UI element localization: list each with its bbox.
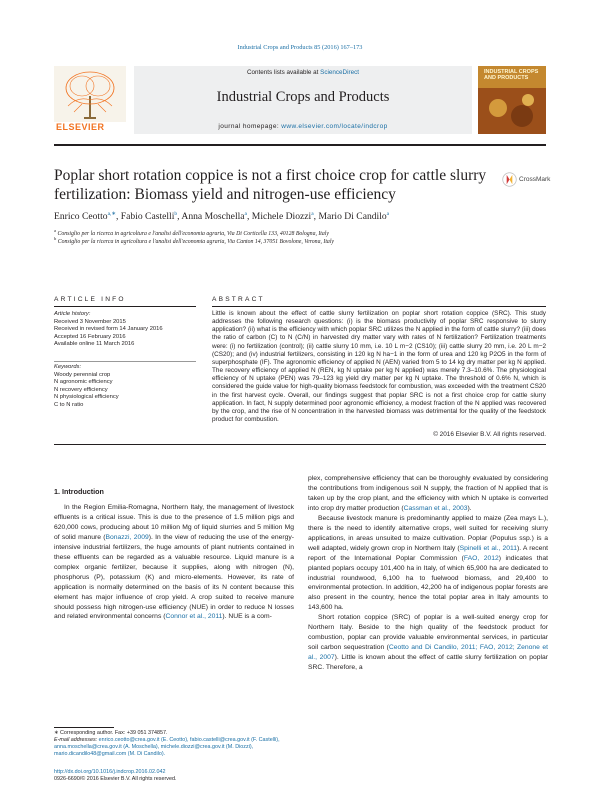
footnotes — [54, 730, 294, 758]
header-rule — [54, 144, 546, 146]
article-info-heading: ARTICLE INFO — [54, 296, 126, 303]
contents-line — [134, 69, 472, 76]
email-links[interactable]: enrico.ceotto@crea.gov.it (E. Ceotto), fabio.castelli@crea.gov.it (F. Castelli), anna.moschella@crea.gov.it (A. Moschella), michele.diozzi@crea.gov.it (M. Diozzi), mario.dicandilo48@gmail.com (M. Di Candilo). — [54, 737, 280, 758]
paragraph: Short rotation coppice (SRC) of poplar is a well-suited energy crop for Northern Italy. Beside to the high quality of the feedstock product for combustion, poplar can provide valuable environmental services, in particular soil carbon sequestration (Ceotto and Di Candilo, 2011; FAO, 2012; Zenone et al., 2007). Little is known about the effect of cattle slurry fertilization on poplar SRC. Therefore, a — [308, 614, 548, 672]
author[interactable]: Mario Di Candilo$^a$ — [318, 211, 390, 223]
contents-prefix: Contents lists available at — [246, 69, 319, 76]
elsevier-tree-logo — [54, 66, 126, 132]
crossmark-icon — [502, 172, 517, 187]
doi-block — [54, 769, 294, 783]
publisher-name: ELSEVIER — [56, 122, 105, 132]
author[interactable]: Enrico Ceotto$^{a,∗}$ — [54, 211, 116, 223]
citation-link[interactable]: Cassman et al., 2003 — [403, 504, 468, 512]
affiliation: $^b$ Consiglio per la ricerca in agricoltura e l'analisi dell'economia agraria, Via Canton 14, 37051 Bovolone, Verona, Italy — [54, 236, 335, 245]
citation-link[interactable]: Ceotto and Di Candilo, 2011; FAO, 2012; Zenone et al., 2007 — [308, 644, 548, 662]
paper-title: Poplar short rotation coppice is not a first choice crop for cattle slurry fertilization: Biomass yield and nitrogen-use efficiency — [54, 167, 487, 203]
crossmark-badge[interactable] — [502, 172, 551, 188]
body-column-right — [308, 474, 548, 673]
body-column-left — [54, 503, 294, 622]
cover-title: INDUSTRIAL CROPS AND PRODUCTS — [484, 69, 539, 81]
section-heading: 1. Introduction — [54, 487, 104, 496]
sciencedirect-link[interactable]: ScienceDirect — [320, 69, 359, 76]
keyword: N agronomic efficiency — [54, 379, 113, 386]
citation-link[interactable]: Spinelli et al., 2011 — [459, 544, 518, 552]
citation-link[interactable]: Connor et al., 2011 — [165, 613, 223, 621]
history-item: Accepted 16 February 2016 — [54, 333, 126, 340]
article-info-rule — [54, 306, 196, 307]
abstract-copyright: © 2016 Elsevier B.V. All rights reserved. — [433, 431, 546, 438]
abstract-bottom-rule — [54, 444, 546, 445]
journal-reference[interactable]: Industrial Crops and Products 85 (2016) 167–173 — [237, 44, 363, 51]
journal-banner — [134, 66, 472, 134]
author[interactable]: Anna Moschella$^a$ — [181, 211, 247, 223]
footnote-rule — [54, 727, 114, 728]
keyword: N recovery efficiency — [54, 386, 108, 393]
info-divider — [54, 361, 196, 362]
abstract-heading: ABSTRACT — [212, 296, 265, 303]
affiliation: $^a$ Consiglio per la ricerca in agricoltura e l'analisi dell'economia agraria, Via Di Corticella 133, 40128 Bologna, Italy — [54, 228, 329, 237]
citation-link[interactable]: FAO, 2012 — [463, 554, 499, 562]
homepage-prefix: journal homepage: — [218, 123, 280, 130]
homepage-link[interactable]: www.elsevier.com/locate/indcrop — [281, 123, 388, 130]
citation-link[interactable]: Bonazzi, 2009 — [105, 533, 149, 541]
article-history — [54, 311, 194, 349]
keyword: N physiological efficiency — [54, 394, 119, 401]
journal-header — [54, 66, 546, 138]
keywords — [54, 364, 194, 410]
journal-cover-image — [478, 66, 546, 134]
homepage-line — [134, 123, 472, 130]
abstract-text: Little is known about the effect of cattle slurry fertilization on poplar short rotation coppice (SRC). This study addresses the following research questions: (i) is the biomass productivity of poplar SRC responsive to slurry application? (ii) what is the efficiency with which poplar SRC utilizes the N applied in the form of cattle slurry? (iii) does the ratio of carbon (C) to N (C/N) in harvested dry matter vary with rates of N fertilization? Fertilization treatments were: (i) no fertilization (control); (ii) cattle slurry 10 mm, i.e. 10 L m−2 (CS10); (iii) cattle slurry 20 mm, i.e. 20 L m−2 (CS20); and (iv) industrial fertilizers, consisting in 120 kg N ha−1 in the form of urea and 120 kg P2O5 in the form of superphosphate (IF). The agronomic efficiency of applied N (AEN) varied from 5 to 14 kg dry matter per kg N applied. The recovery efficiency of applied N (REN, kg N uptake per kg N applied) was merely 7.3–10.6%. The physiological efficiency of N uptake (PEN) was 79–123 kg yield dry matter per kg N uptake. The threshold of 0.6% N, which is considered the guide value for high-quality biomass feedstock for combustion, was exceeded with the treatment CS20 in the first harvest cycle. Overall, our findings suggest that poplar SRC is not a first choice crop for cattle slurry application. In fact, N supply determined poor agronomic efficiency, a modest fraction of the N applied was recovered by the crop, and the rise of N concentration in the harvested biomass was detrimental for the quality of the feedstock product for combustion. — [212, 310, 546, 424]
paragraph: In the Region Emilia-Romagna, Northern Italy, the management of livestock effluents is a critical issue. This is due to the presence of 1.5 million pigs and 620,000 cows, producing about 10 million Mg of liquid slurries and 5 million Mg of solid manure (Bonazzi, 2009). In the view of reducing the use of the energy-intensive industrial fertilizers, the huge amounts of plant nutrients contained in these effluents can be regarded as a valuable resource. Liquid manure is a complex organic fertilizer, because it supplies, along with nitrogen (N), phosphorus (P), potassium (K) and micro-elements. However, its rate of application is normally determined on the basis of its N content because this element has major influence of crop yield. A crop suited to receive manure should possess high nitrogen-use efficiency (NUE) in order to reduce N losses and related environmental concerns (Connor et al., 2011). NUE is a com- — [54, 504, 294, 621]
history-item: Received 3 November 2015 — [54, 318, 126, 325]
issn-line: 0926-6690/© 2016 Elsevier B.V. All rights reserved. — [54, 776, 177, 783]
author[interactable]: Michele Diozzi$^a$ — [251, 211, 314, 223]
corresponding-author-note: ∗ Corresponding author. Fax: +39 051 374857. — [54, 730, 168, 736]
author-list: Enrico Ceotto$^{a,∗}$, Fabio Castelli$^b$, Anna Moschella$^a$, Michele Diozzi$^a$, Mario Di Candilo$^a$ — [54, 211, 390, 223]
paragraph: Because livestock manure is predominantly applied to maize (Zea mays L.), there is the need to identify alternative crops, well suited for receiving slurry applications, in areas unsuited to maize cultivation. Poplar (Populus ssp.) is a well adapted, widely grown crop in Northern Italy (Spinelli et al., 2011). A recent report of the International Poplar Commission (FAO, 2012) indicates that planted poplars occupy 101,400 ha in Italy, of which 65,900 ha are dedicated to industrial roundwood, 6,100 ha to fuelwood biomass, and 29,400 to environmental protection. In addition, 42,200 ha of indigenous poplar forests are also present in the country, hence the total poplar area in Italy amounts to 143,600 ha. — [308, 514, 548, 612]
paragraph: plex, comprehensive efficiency that can be thoroughly evaluated by considering the contributions from indigenous soil N supply, the fraction of N applied that is taken up by the crop plant, and the efficiency with which N uptake is converted into crop dry matter production (Cassman et al., 2003). — [308, 475, 548, 512]
abstract-rule — [212, 306, 546, 307]
journal-title: Industrial Crops and Products — [216, 89, 390, 105]
keywords-label: Keywords: — [54, 364, 82, 370]
history-item: Available online 11 March 2016 — [54, 341, 135, 348]
keyword: Woody perennial crop — [54, 371, 111, 378]
keyword: C to N ratio — [54, 401, 84, 408]
history-label: Article history: — [54, 311, 91, 317]
author[interactable]: Fabio Castelli$^b$ — [120, 211, 178, 223]
history-item: Received in revised form 14 January 2016 — [54, 326, 163, 333]
email-note: E-mail addresses: enrico.ceotto@crea.gov.it (E. Ceotto), fabio.castelli@crea.gov.it (F. Castelli), anna.moschella@crea.gov.it (A. Moschella), michele.diozzi@crea.gov.it (M. Diozzi), mario.dicandilo48@gmail.com (M. Di Candilo). — [54, 737, 280, 758]
doi-link[interactable]: http://dx.doi.org/10.1016/j.indcrop.2016.02.042 — [54, 769, 166, 775]
crossmark-label: CrossMark — [519, 176, 551, 183]
